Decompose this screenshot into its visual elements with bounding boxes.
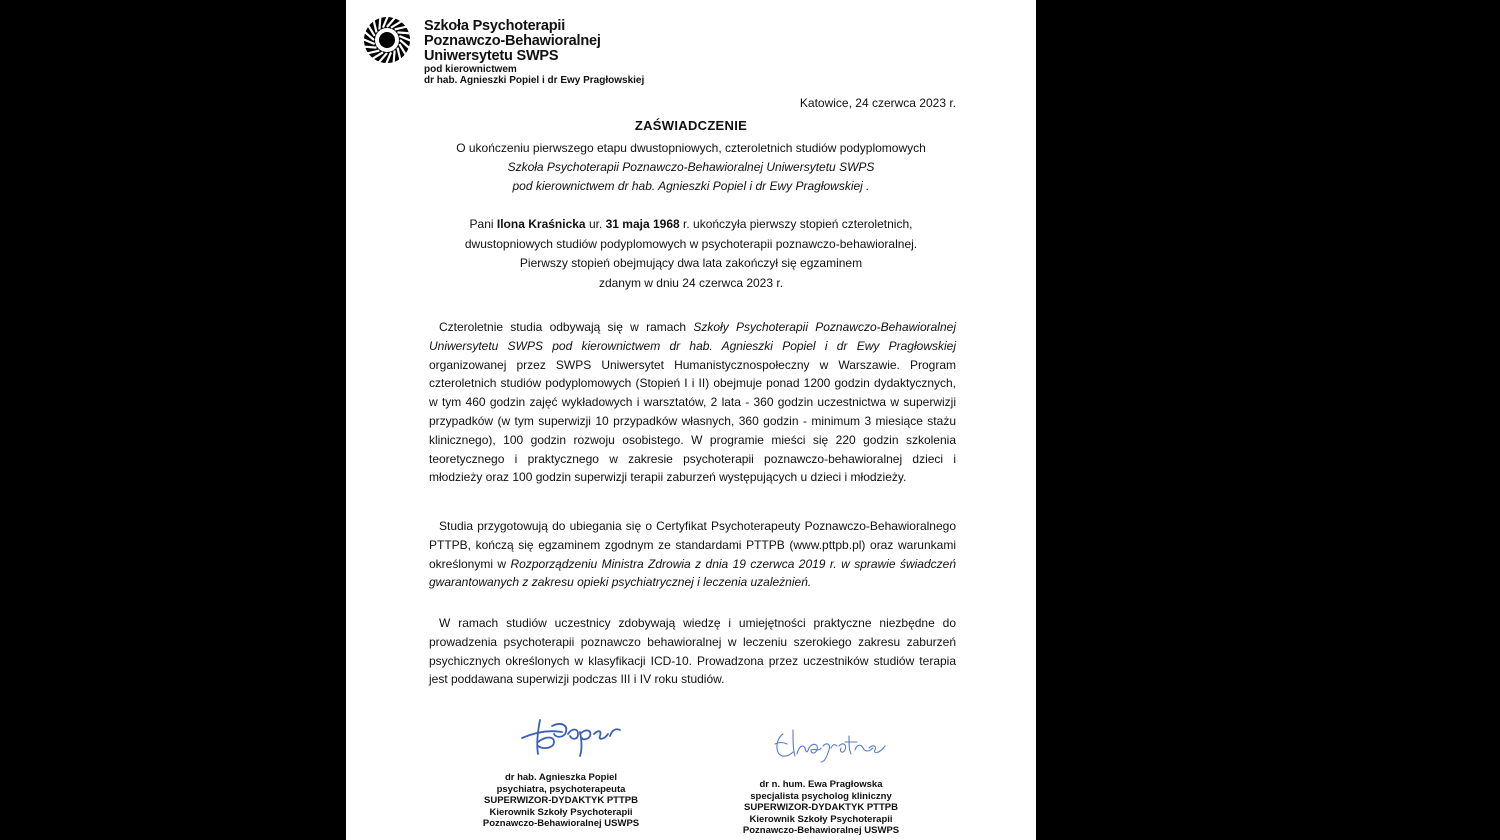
signatory-1-line-5: Poznawczo-Behawioralnej USWPS	[482, 818, 640, 829]
paragraph-certificate	[429, 517, 956, 592]
logo-line-2: Poznawczo-Behawioralnej	[424, 33, 601, 49]
intro-line-3: pod kierownictwem dr hab. Agnieszki Popiel i dr Ewy Pragłowskiej .	[512, 179, 870, 193]
para2-text-a: Studia przygotowują do ubiegania się o Certyfikat Psychoterapeuty Poznawczo-Behawioralnego PTTPB, kończą się egzaminem zgodnym ze standardami PTTPB (www.pttpb.pl) oraz warunkami określonymi w	[429, 519, 956, 571]
logo-line-1: Szkoła Psychoterapii	[424, 18, 566, 34]
statement-line-4: zdanym w dniu 24 czerwca 2023 r.	[598, 275, 784, 290]
signatory-2-line-1: dr n. hum. Ewa Pragłowska	[759, 779, 883, 790]
certificate-page	[346, 0, 1036, 840]
para3-text: W ramach studiów uczestnicy zdobywają wiedzę i umiejętności praktyczne niezbędne do prowadzenia psychoterapii poznawczo behawioralnej w leczeniu szerokiego zakresu zaburzeń psychicznych określonych w klasyfikacji ICD-10. Prowadzona przez uczestników studiów terapia jest poddawana superwizji podczas III i IV roku studiów.	[429, 616, 956, 687]
school-logo-text	[424, 19, 644, 86]
completion-statement	[346, 215, 1036, 293]
paragraph-program	[429, 318, 956, 487]
signatory-1-line-4: Kierownik Szkoły Psychoterapii	[489, 806, 633, 818]
signatory-praglowska	[696, 779, 946, 837]
swps-logo-icon	[363, 16, 411, 64]
document-date: Katowice, 24 czerwca 2023 r.	[799, 96, 956, 110]
signature-popiel	[516, 712, 626, 758]
signatory-1-line-3: SUPERWIZOR-DYDAKTYK PTTPB	[484, 795, 638, 806]
intro-block	[346, 139, 1036, 196]
signatory-2-line-5: Poznawczo-Behawioralnej USWPS	[742, 825, 900, 836]
statement-line-1	[346, 215, 1036, 235]
graduate-name: Ilona Kraśnicka	[496, 217, 586, 231]
para2-text-b: Rozporządzeniu Ministra Zdrowia z dnia 19 czerwca 2019 r. w sprawie świadczeń gwarantowanych z zakresu opieki psychiatrycznej i leczenia uzależnień.	[429, 556, 956, 590]
signatory-1-line-1: dr hab. Agnieszka Popiel	[504, 772, 618, 783]
statement-prefix: Pani	[469, 217, 497, 231]
signature-praglowska	[769, 724, 894, 764]
intro-line-2: Szkoła Psychoterapii Poznawczo-Behawioralnej Uniwersytetu SWPS	[507, 160, 875, 174]
signatory-2-line-4: Kierownik Szkoły Psychoterapii	[749, 813, 893, 825]
document-title: ZAŚWIADCZENIE	[634, 118, 748, 133]
para1-text-c: organizowanej przez SWPS Uniwersytet Humanistycznospołeczny w Warszawie. Program czteroletnich studiów podyplomowych (Stopień I i II) obejmuje ponad 1200 godzin dydaktycznych, w tym 460 godzin zajęć wykładowych i warsztatów, 2 lata - 360 godzin uczestnictwa w superwizji przypadków (w tym superwizji 10 przypadków własnych, 360 godzin - minimum 3 miesiące stażu klinicznego), 100 godzin rozwoju osobistego. W programie mieści się 220 godzin szkolenia teoretycznego i praktycznego w zakresie psychoterapii poznawczo-behawioralnej dzieci i młodzieży oraz 100 godzin superwizji terapii zaburzeń występujących u dzieci i młodzieży.	[429, 357, 956, 485]
para1-text-b: Szkoły Psychoterapii Poznawczo-Behawioralnej Uniwersytetu SWPS pod kierownictwem dr hab. Agnieszki Popiel i dr Ewy Pragłowskiej	[429, 320, 956, 353]
intro-line-1: O ukończeniu pierwszego etapu dwustopniowych, czteroletnich studiów podyplomowych	[456, 141, 926, 155]
logo-line-4: pod kierownictwem	[424, 64, 517, 75]
statement-rest: r. ukończyła pierwszy stopień czteroletnich,	[679, 217, 913, 231]
logo-line-3: Uniwersytetu SWPS	[424, 48, 559, 64]
signatory-2-line-3: SUPERWIZOR-DYDAKTYK PTTPB	[744, 802, 898, 813]
statement-born: ur.	[585, 217, 606, 231]
birth-date: 31 maja 1968	[605, 217, 680, 231]
statement-line-2: dwustopniowych studiów podyplomowych w psychoterapii poznawczo-behawioralnej.	[464, 236, 918, 251]
para1-text-a: Czteroletnie studia odbywają się w ramach	[439, 320, 694, 334]
signatory-popiel	[441, 772, 681, 830]
signatory-2-line-2: specjalista psycholog kliniczny	[750, 790, 892, 802]
statement-line-3: Pierwszy stopień obejmujący dwa lata zakończył się egzaminem	[519, 256, 863, 270]
paragraph-skills	[429, 614, 956, 689]
logo-line-5: dr hab. Agnieszki Popiel i dr Ewy Pragłowskiej	[424, 75, 645, 86]
signatory-1-line-2: psychiatra, psychoterapeuta	[496, 783, 626, 795]
